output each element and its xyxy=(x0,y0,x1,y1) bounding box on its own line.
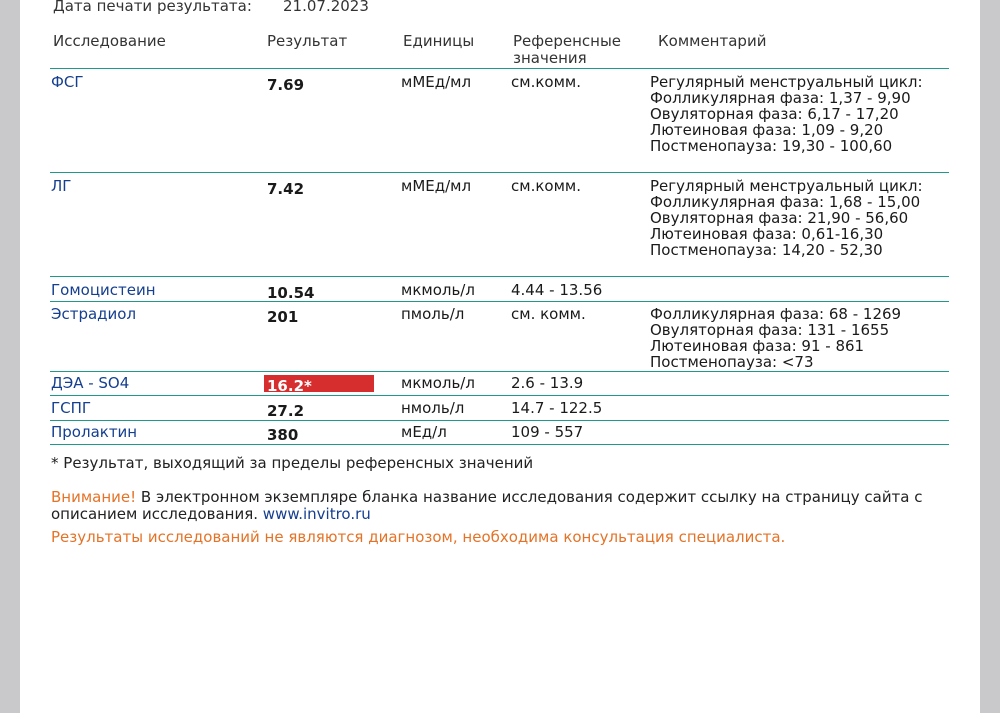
comment-line: Овуляторная фаза: 6,17 - 17,20 xyxy=(650,105,899,123)
comment-line: Фолликулярная фаза: 68 - 1269 xyxy=(650,305,902,323)
comment-line: Регулярный менструальный цикл: xyxy=(650,177,923,195)
column-header-comment: Комментарий xyxy=(658,32,767,50)
result-value: 7.42 xyxy=(267,180,305,198)
row-divider xyxy=(50,276,949,277)
row-divider xyxy=(50,301,949,302)
reference-value: см.комм. xyxy=(511,73,581,91)
reference-value: 2.6 - 13.9 xyxy=(511,374,584,392)
test-name-link[interactable]: Гомоцистеин xyxy=(51,281,156,299)
reference-value: см. комм. xyxy=(511,305,586,323)
comment-line: Овуляторная фаза: 21,90 - 56,60 xyxy=(650,209,909,227)
result-value: 380 xyxy=(267,426,299,444)
column-header-reference-line2: значения xyxy=(513,49,587,67)
reference-value: 14.7 - 122.5 xyxy=(511,399,603,417)
unit-value: мМЕд/мл xyxy=(401,177,472,195)
row-divider xyxy=(50,420,949,421)
unit-value: мМЕд/мл xyxy=(401,73,472,91)
notice-warning-word: Внимание! xyxy=(51,488,137,506)
column-header-units: Единицы xyxy=(403,32,475,50)
row-divider xyxy=(50,395,949,396)
comment-line: Фолликулярная фаза: 1,37 - 9,90 xyxy=(650,89,911,107)
print-date xyxy=(53,0,369,15)
comment-line: Фолликулярная фаза: 1,68 - 15,00 xyxy=(650,193,921,211)
header-divider xyxy=(50,68,949,69)
invitro-link[interactable]: www.invitro.ru xyxy=(262,505,371,523)
comment-block xyxy=(650,178,923,258)
out-of-range-footnote: * Результат, выходящий за пределы референсных значений xyxy=(51,454,534,472)
reference-value: 4.44 - 13.56 xyxy=(511,281,603,299)
test-name-link[interactable]: ГСПГ xyxy=(51,399,92,417)
comment-line: Лютеиновая фаза: 1,09 - 9,20 xyxy=(650,121,884,139)
unit-value: пмоль/л xyxy=(401,305,465,323)
table-bottom-divider xyxy=(50,444,949,445)
result-value: 201 xyxy=(267,308,299,326)
unit-value: мкмоль/л xyxy=(401,374,475,392)
column-header-reference xyxy=(513,33,621,67)
unit-value: нмоль/л xyxy=(401,399,465,417)
comment-line: Постменопауза: 19,30 - 100,60 xyxy=(650,137,893,155)
row-divider xyxy=(50,371,949,372)
comment-line: Лютеиновая фаза: 91 - 861 xyxy=(650,337,865,355)
column-header-reference-line1: Референсные xyxy=(513,32,622,50)
notice-text: В электронном экземпляре бланка название исследования содержит ссылку на страницу сайта с описанием исследования. xyxy=(51,488,923,523)
test-name-link[interactable]: Эстрадиол xyxy=(51,305,137,323)
result-value: 7.69 xyxy=(267,76,305,94)
print-date-value: 21.07.2023 xyxy=(283,0,369,15)
row-divider xyxy=(50,172,949,173)
unit-value: мкмоль/л xyxy=(401,281,475,299)
column-header-test: Исследование xyxy=(53,32,166,50)
comment-line: Постменопауза: 14,20 - 52,30 xyxy=(650,241,883,259)
report-page xyxy=(20,0,980,713)
comment-line: Постменопауза: <73 xyxy=(650,353,814,371)
test-name-link[interactable]: Пролактин xyxy=(51,423,138,441)
result-value: 10.54 xyxy=(267,284,315,302)
comment-block xyxy=(650,74,923,154)
result-value-flagged: 16.2* xyxy=(267,377,312,395)
result-value: 27.2 xyxy=(267,402,305,420)
unit-value: мЕд/л xyxy=(401,423,447,441)
column-header-result: Результат xyxy=(267,32,348,50)
test-name-link[interactable]: ЛГ xyxy=(51,177,72,195)
comment-block xyxy=(650,306,901,370)
electronic-copy-notice xyxy=(51,489,961,523)
test-name-link[interactable]: ФСГ xyxy=(51,73,84,91)
comment-line: Лютеиновая фаза: 0,61-16,30 xyxy=(650,225,884,243)
reference-value: 109 - 557 xyxy=(511,423,584,441)
test-name-link[interactable]: ДЭА - SO4 xyxy=(51,374,130,392)
reference-value: см.комм. xyxy=(511,177,581,195)
print-date-label: Дата печати результата: xyxy=(53,0,252,15)
comment-line: Овуляторная фаза: 131 - 1655 xyxy=(650,321,890,339)
comment-line: Регулярный менструальный цикл: xyxy=(650,73,923,91)
diagnosis-disclaimer: Результаты исследований не являются диагнозом, необходима консультация специалиста. xyxy=(51,528,786,546)
